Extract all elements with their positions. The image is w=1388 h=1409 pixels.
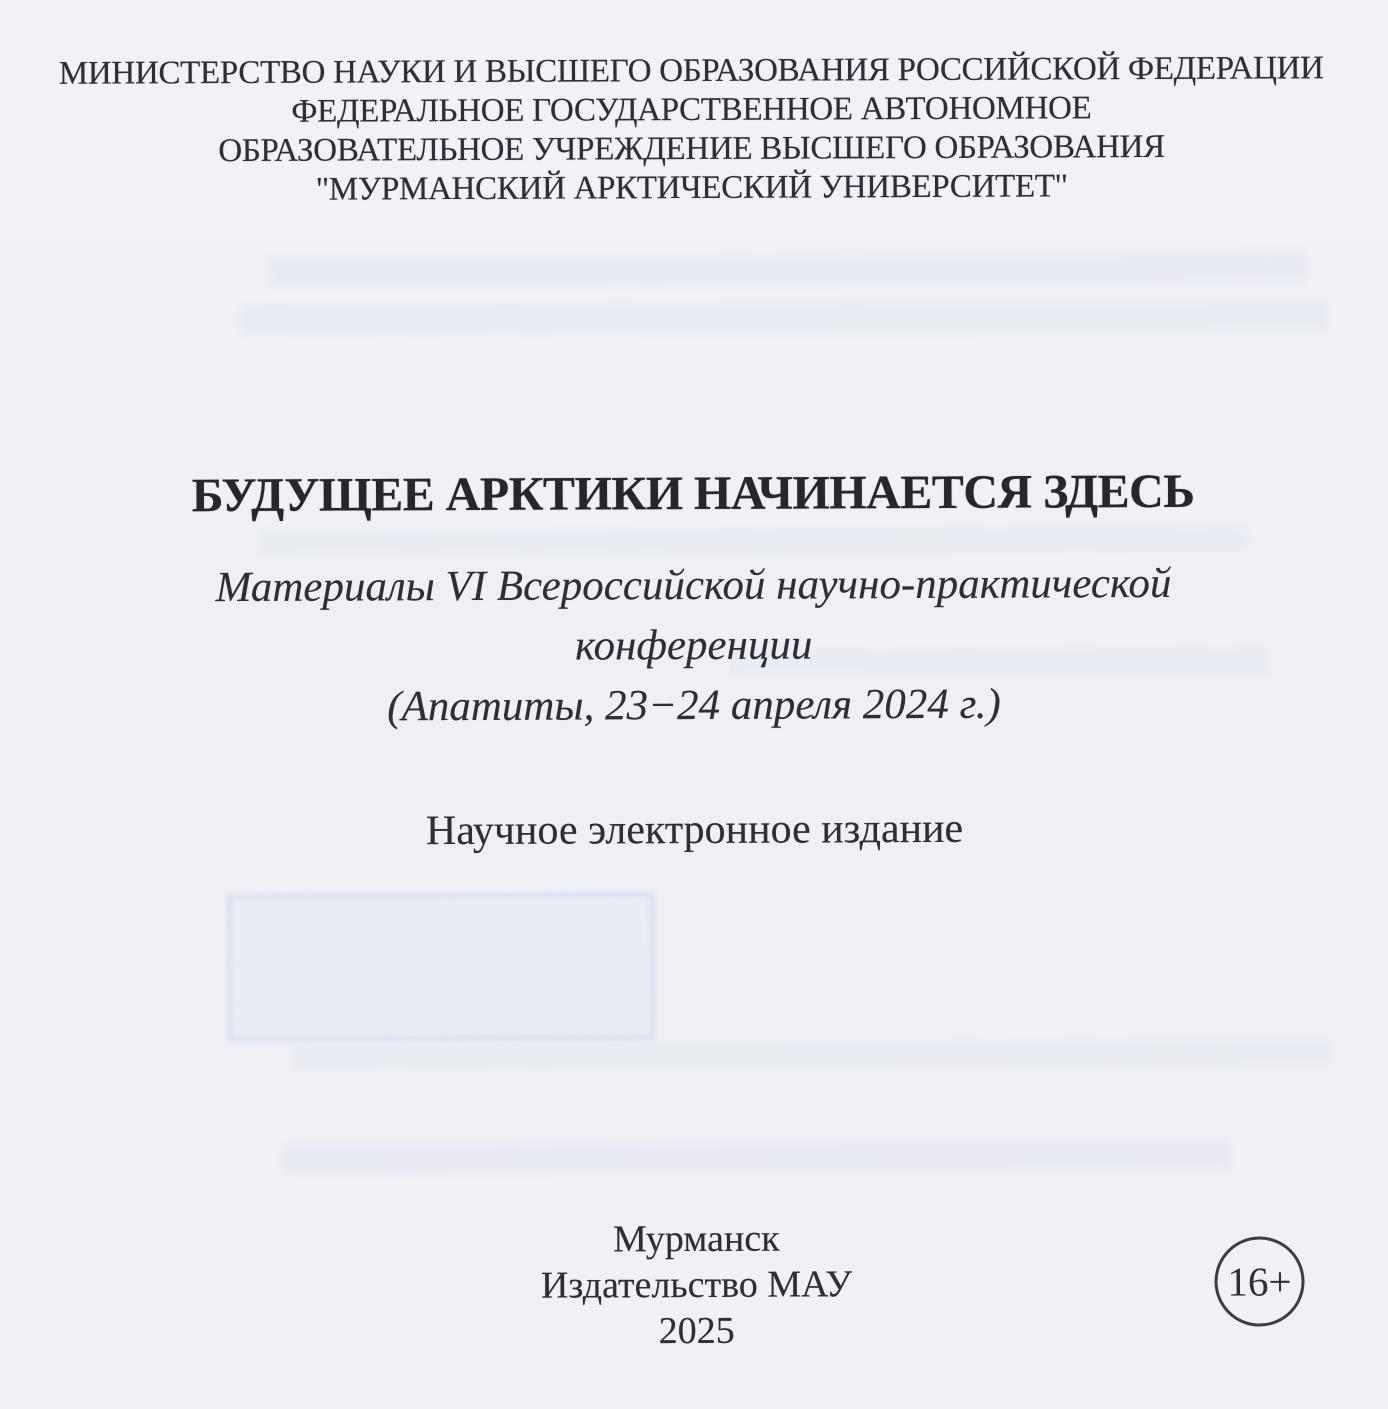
bleedthrough-band [268, 251, 1308, 288]
imprint [2, 1213, 1388, 1357]
imprint-city: Мурманск [612, 1217, 780, 1261]
federal-line: ФЕДЕРАЛЬНОЕ ГОСУДАРСТВЕННОЕ АВТОНОМНОЕ [291, 90, 1092, 130]
conference-date-line: (Апатиты, 23−24 апреля 2024 г.) [387, 680, 1001, 731]
imprint-year: 2025 [658, 1309, 735, 1353]
bleedthrough-band [259, 526, 1249, 556]
bleedthrough-band [291, 1039, 1331, 1070]
bleedthrough-band [238, 299, 1328, 336]
bleedthrough-band [282, 1140, 1232, 1174]
education-line: ОБРАЗОВАТЕЛЬНОЕ УЧРЕЖДЕНИЕ ВЫСШЕГО ОБРАЗОВАНИЯ [218, 128, 1165, 170]
book-subtitle [0, 553, 1388, 739]
subtitle-line-2: конференции [574, 621, 813, 670]
subtitle-line-1: Материалы VI Всероссийской научно-практической [215, 559, 1172, 612]
university-name-line: "МУРМАНСКИЙ АРКТИЧЕСКИЙ УНИВЕРСИТЕТ" [315, 168, 1068, 208]
age-rating-badge: 16+ [1214, 1236, 1304, 1326]
bleedthrough-logo-box [227, 892, 656, 1042]
imprint-publisher: Издательство МАУ [540, 1263, 853, 1307]
institution-header [0, 49, 1386, 211]
ministry-line: МИНИСТЕРСТВО НАУКИ И ВЫСШЕГО ОБРАЗОВАНИЯ РОССИЙСКОЙ ФЕДЕРАЦИИ [58, 50, 1324, 92]
book-title: БУДУЩЕЕ АРКТИКИ НАЧИНАЕТСЯ ЗДЕСЬ [191, 464, 1195, 523]
edition-note: Научное электронное издание [425, 805, 964, 855]
